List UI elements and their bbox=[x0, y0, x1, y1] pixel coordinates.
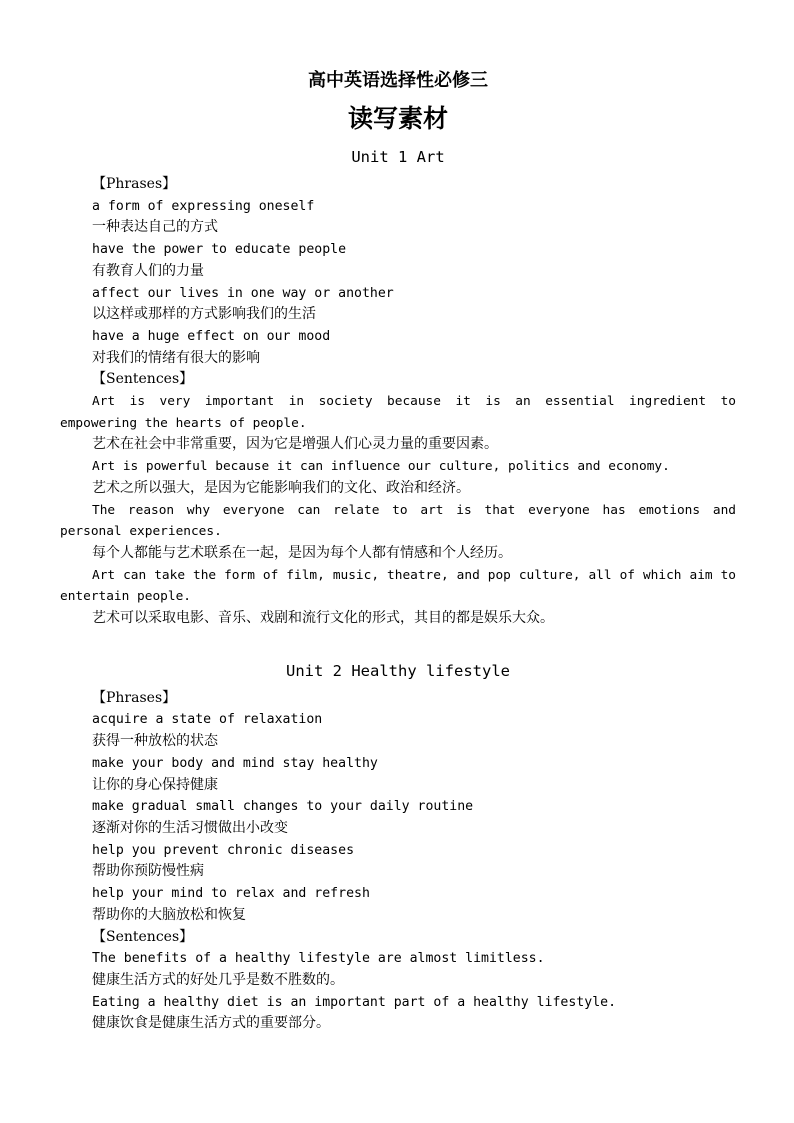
phrase-english: have a huge effect on our mood bbox=[92, 328, 331, 344]
sentence-english: The benefits of a healthy lifestyle are almost limitless. bbox=[92, 951, 545, 967]
phrase-chinese: 让你的身心保持健康 bbox=[92, 776, 218, 793]
phrase-english: help you prevent chronic diseases bbox=[92, 842, 355, 858]
sentence-chinese: 每个人都能与艺术联系在一起，是因为每个人都有情感和个人经历。 bbox=[92, 544, 512, 561]
phrase-chinese: 对我们的情绪有很大的影响 bbox=[92, 349, 260, 366]
phrase-chinese: 以这样或那样的方式影响我们的生活 bbox=[92, 306, 316, 323]
phrase-chinese: 有教育人们的力量 bbox=[92, 262, 204, 279]
document-page bbox=[60, 66, 736, 1035]
phrase-english: have the power to educate people bbox=[92, 242, 347, 258]
sentence-chinese: 健康饮食是健康生活方式的重要部分。 bbox=[92, 1015, 330, 1032]
phrases-label: 【Phrases】 bbox=[92, 176, 177, 192]
phrase-chinese: 逐渐对你的生活习惯做出小改变 bbox=[92, 819, 288, 836]
sentence-list bbox=[60, 948, 736, 1035]
phrase-list bbox=[60, 196, 736, 370]
phrase-chinese: 帮助你预防慢性病 bbox=[92, 863, 204, 880]
phrase-chinese: 一种表达自己的方式 bbox=[92, 219, 218, 236]
sentence-list bbox=[60, 391, 736, 630]
document-subtitle: 读写素材 bbox=[347, 104, 448, 133]
sentence-chinese: 艺术之所以强大，是因为它能影响我们的文化、政治和经济。 bbox=[92, 479, 470, 496]
sentence-chinese: 健康生活方式的好处几乎是数不胜数的。 bbox=[92, 971, 344, 988]
phrase-english: make your body and mind stay healthy bbox=[92, 755, 378, 771]
phrase-chinese: 帮助你的大脑放松和恢复 bbox=[92, 906, 246, 923]
sentences-label: 【Sentences】 bbox=[92, 928, 194, 945]
phrase-chinese: 获得一种放松的状态 bbox=[92, 733, 218, 750]
unit-1-section bbox=[60, 144, 736, 630]
unit-title: Unit 2 Healthy lifestyle bbox=[286, 661, 510, 680]
phrase-list bbox=[60, 709, 736, 926]
sentence-english: Art is powerful because it can influence our culture, politics and economy. bbox=[92, 459, 670, 475]
phrase-english: acquire a state of relaxation bbox=[92, 712, 323, 728]
document-title: 高中英语选择性必修三 bbox=[308, 70, 488, 91]
phrase-english: make gradual small changes to your daily routine bbox=[92, 799, 474, 815]
sentence-english: Art can take the form of film, music, theatre, and pop culture, all of which aim to entertain people. bbox=[60, 567, 736, 605]
unit-2-section bbox=[60, 658, 736, 1035]
sentences-label: 【Sentences】 bbox=[92, 371, 194, 388]
phrases-label: 【Phrases】 bbox=[92, 689, 177, 706]
unit-title: Unit 1 Art bbox=[351, 148, 445, 166]
sentence-english: The reason why everyone can relate to art is that everyone has emotions and personal experiences. bbox=[60, 502, 736, 540]
phrase-english: help your mind to relax and refresh bbox=[92, 886, 370, 902]
sentence-english: Art is very important in society because it is an essential ingredient to empowering the hearts of people. bbox=[60, 394, 736, 431]
sentence-chinese: 艺术在社会中非常重要，因为它是增强人们心灵力量的重要因素。 bbox=[92, 436, 498, 453]
phrase-english: affect our lives in one way or another bbox=[92, 285, 394, 301]
sentence-chinese: 艺术可以采取电影、音乐、戏剧和流行文化的形式，其目的都是娱乐大众。 bbox=[92, 610, 554, 627]
phrase-english: a form of expressing oneself bbox=[92, 198, 315, 214]
sentence-english: Eating a healthy diet is an important part of a healthy lifestyle. bbox=[92, 994, 617, 1010]
